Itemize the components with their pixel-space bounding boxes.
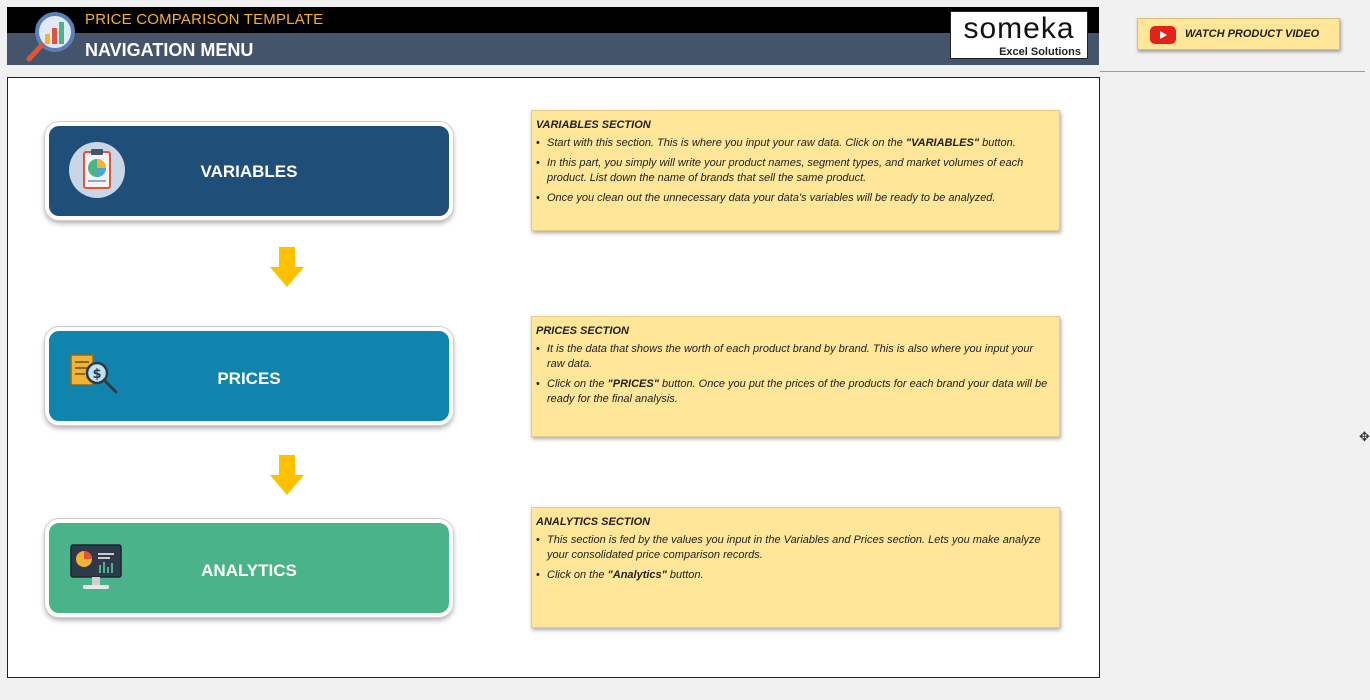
list-item: • In this part, you simply will write your product names, segment types, and market volumes of each product. List down the name of brands that sell the same product. [536,156,1053,186]
analytics-section-title: ANALYTICS SECTION [536,516,651,528]
bullet-text: button. [979,137,1016,149]
bullet-text: Click on the [547,569,608,581]
variables-button[interactable] [45,122,453,220]
list-item: • This section is fed by the values you input in the Variables and Prices section. Lets you make analyze your consolidated price comparison records. [536,533,1053,563]
arrow-down-icon [270,455,304,495]
arrow-down-icon [270,247,304,287]
template-title: PRICE COMPARISON TEMPLATE [85,11,324,28]
prices-info-box [531,316,1060,437]
list-item [536,136,1053,151]
bullet-emphasis: "Analytics" [607,569,667,581]
magnifier-chart-icon [23,10,79,62]
variables-info-box [531,110,1060,231]
list-item [536,568,1053,583]
analytics-button-label: ANALYTICS [201,561,297,580]
youtube-icon [1150,26,1176,44]
prices-section-title: PRICES SECTION [536,325,629,337]
list-item: • Once you clean out the unnecessary data your data's variables will be ready to be analyzed. [536,191,1053,206]
bullet-text: Click on the [547,378,608,390]
brand-name: someka [963,12,1075,45]
app-header [7,7,1099,65]
analytics-bullet-list [536,533,1053,583]
bullet-text: button. Once you put the prices of the products for each brand your data will be ready for the final analysis. [547,378,1048,405]
variables-section-title: VARIABLES SECTION [536,119,651,131]
list-item: • It is the data that shows the worth of each product brand by brand. This is also where you input your raw data. [536,342,1053,372]
page-title: NAVIGATION MENU [85,40,254,60]
brand-logo[interactable] [950,11,1088,59]
brand-subtitle: Excel Solutions [999,46,1081,58]
prices-button-label: PRICES [217,369,281,388]
divider [1100,71,1365,72]
variables-button-label: VARIABLES [200,162,298,181]
list-item [536,377,1053,407]
bullet-text: button. [666,569,704,581]
bullet-emphasis: "VARIABLES" [905,137,980,149]
watch-video-label: WATCH PRODUCT VIDEO [1185,28,1320,40]
watch-video-button[interactable] [1137,18,1340,50]
analytics-info-box [531,507,1060,628]
bullet-emphasis: "PRICES" [607,378,659,390]
svg-text:$: $ [92,367,102,382]
bullet-text: Start with this section. This is where you input your raw data. Click on the [547,137,906,149]
analytics-button[interactable] [45,519,453,617]
prices-bullet-list [536,342,1053,407]
prices-button[interactable] [45,327,453,425]
variables-bullet-list [536,136,1053,206]
cursor-icon: ✥ [1359,429,1370,444]
navigation-panel [7,77,1100,678]
